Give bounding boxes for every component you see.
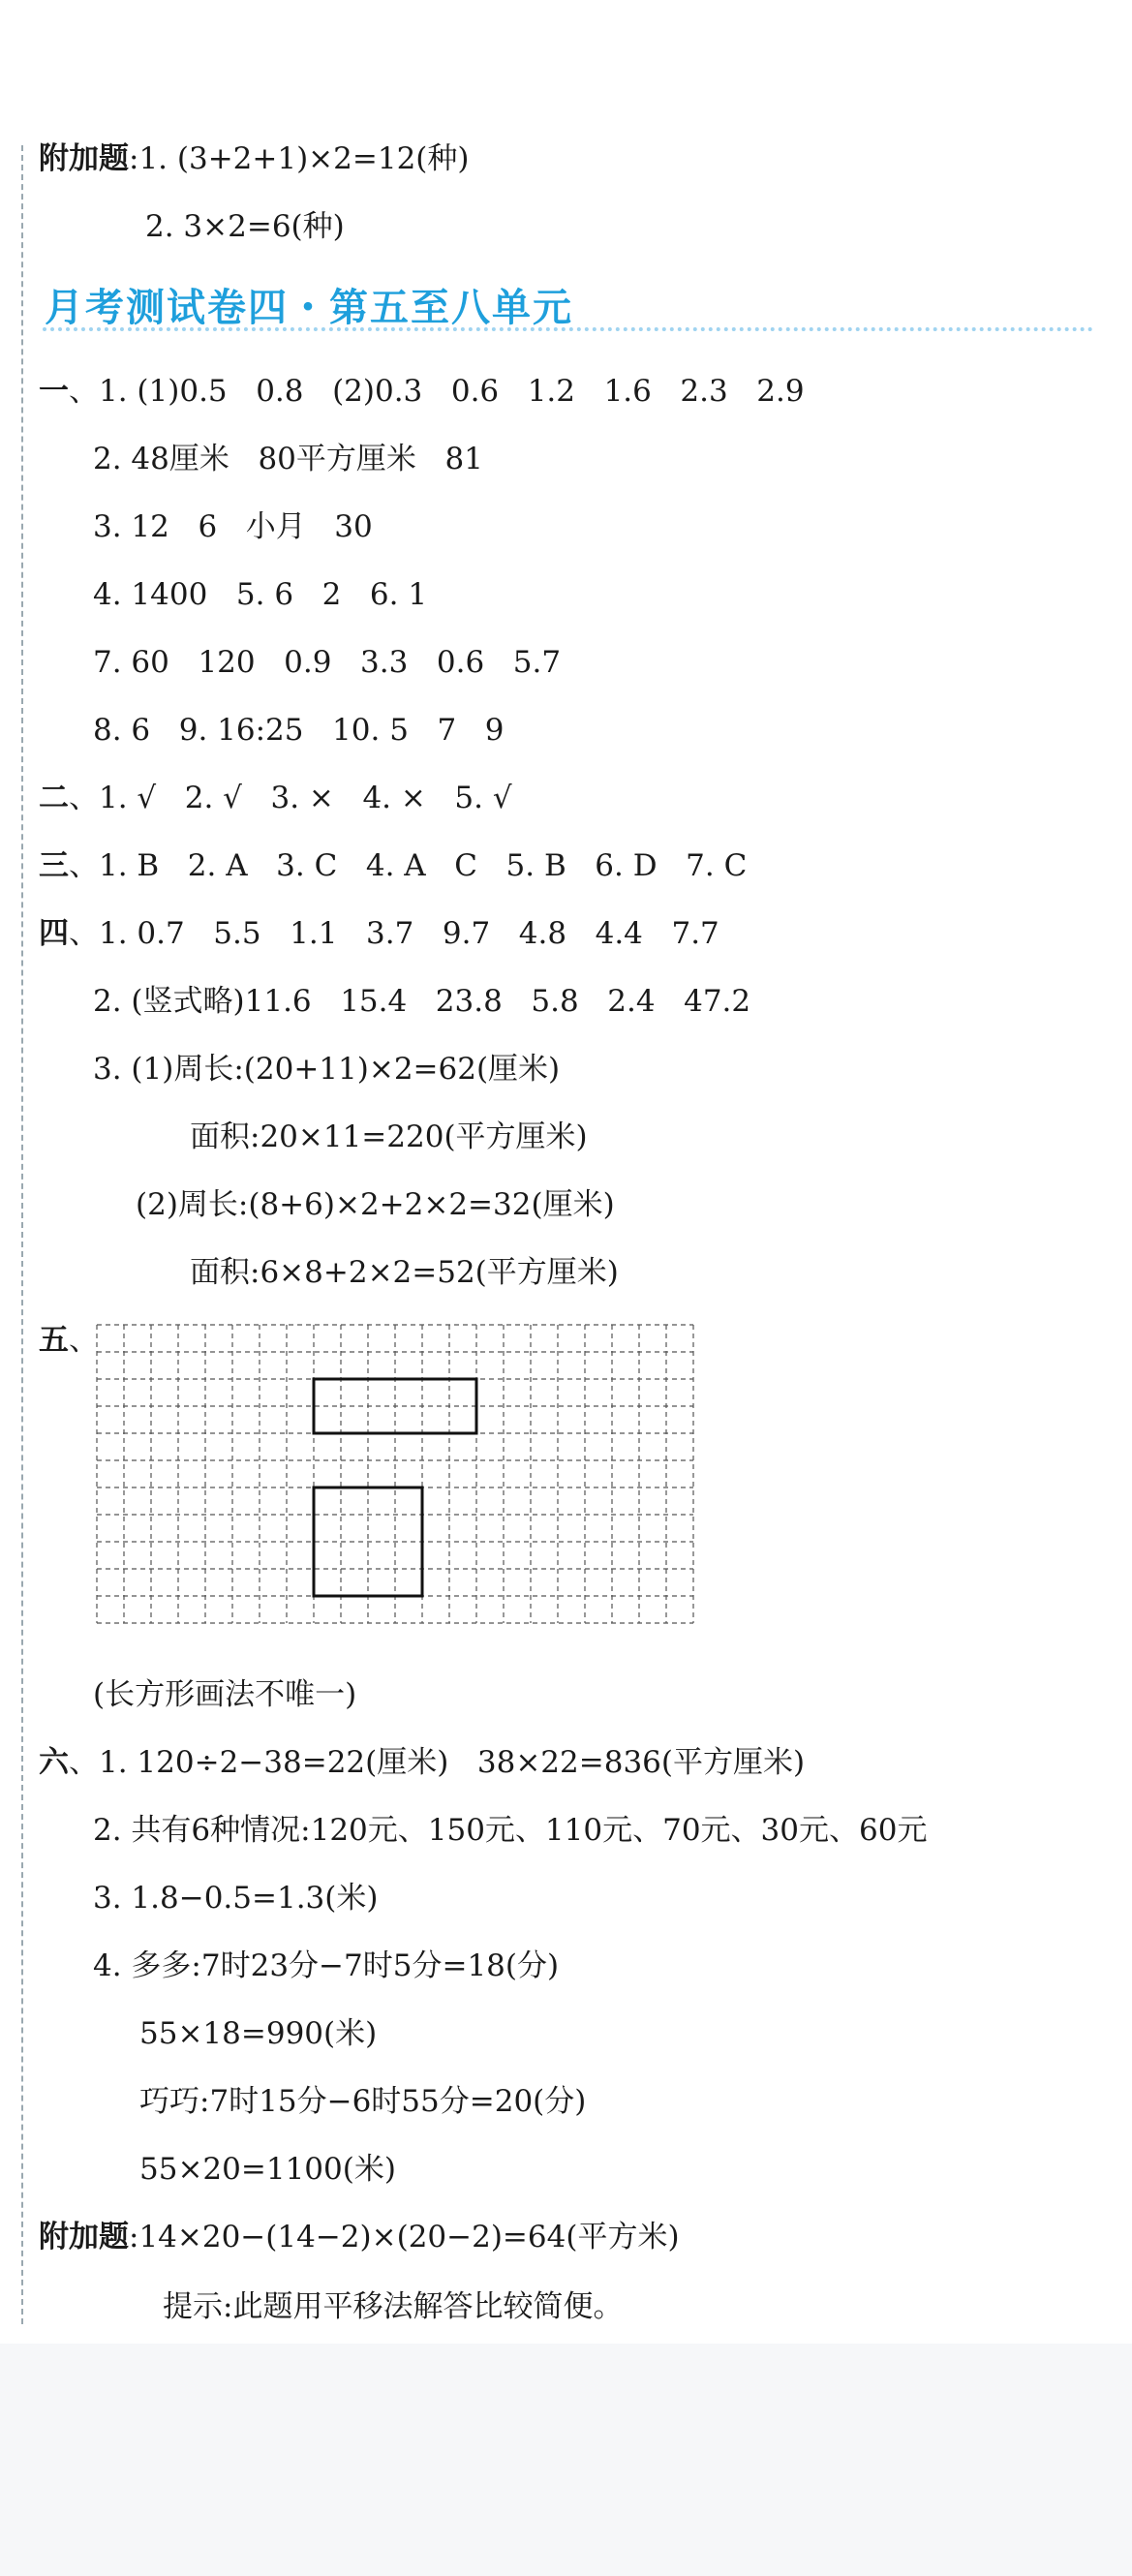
part6-line-2: 2. 共有6种情况:120元、150元、110元、70元、30元、60元: [93, 1813, 928, 1848]
part1-line-6: 8. 6 9. 16:25 10. 5 7 9: [93, 713, 505, 748]
part1-line-5: 7. 60 120 0.9 3.3 0.6 5.7: [93, 645, 562, 680]
part3-line: 三、1. B 2. A 3. C 4. A C 5. B 6. D 7. C: [39, 848, 748, 883]
part1-line-4: 4. 1400 5. 6 2 6. 1: [93, 577, 428, 612]
part1-line-3: 3. 12 6 小月 30: [93, 509, 373, 544]
part6-line-7: 55×20=1100(米): [139, 2152, 396, 2187]
margin-dashed-rule: [21, 145, 23, 2324]
part4-line-6: 面积:6×8+2×2=52(平方厘米): [190, 1255, 619, 1290]
section-title: 月考测试卷四・第五至八单元: [45, 286, 573, 330]
footer-blank-area: [0, 2344, 1132, 2576]
part4-line-5: (2)周长:(8+6)×2+2×2=32(厘米): [136, 1187, 615, 1222]
part6-line-4: 4. 多多:7时23分−7时5分=18(分): [93, 1948, 560, 1983]
square-grid-figure: [93, 1321, 705, 1642]
bottom-appendix-label: 附加题: [39, 2220, 129, 2254]
bottom-appendix-line: 附加题:14×20−(14−2)×(20−2)=64(平方米): [39, 2220, 680, 2254]
part4-line-1: 四、1. 0.7 5.5 1.1 3.7 9.7 4.8 4.4 7.7: [39, 916, 719, 951]
part4-line-4: 面积:20×11=220(平方厘米): [190, 1119, 588, 1154]
part2-line: 二、1. √ 2. √ 3. × 4. × 5. √: [39, 781, 512, 815]
part5-note: (长方形画法不唯一): [93, 1677, 357, 1712]
part6-line-3: 3. 1.8−0.5=1.3(米): [93, 1881, 379, 1916]
title-dotted-rule: [43, 327, 1093, 331]
part1-line-2: 2. 48厘米 80平方厘米 81: [93, 442, 483, 476]
part6-line-6: 巧巧:7时15分−6时55分=20(分): [139, 2084, 587, 2119]
part5-label: 五、: [39, 1323, 99, 1358]
part1-line-1: 一、1. (1)0.5 0.8 (2)0.3 0.6 1.2 1.6 2.3 2.9: [39, 374, 805, 409]
part4-line-3: 3. (1)周长:(20+11)×2=62(厘米): [93, 1052, 561, 1087]
part4-line-2: 2. (竖式略)11.6 15.4 23.8 5.8 2.4 47.2: [93, 984, 751, 1019]
top-appendix-label: 附加题: [39, 141, 129, 176]
part6-line-1: 六、1. 120÷2−38=22(厘米) 38×22=836(平方厘米): [39, 1745, 806, 1780]
bottom-appendix-hint: 提示:此题用平移法解答比较简便。: [163, 2289, 624, 2324]
part6-line-5: 55×18=990(米): [139, 2016, 378, 2051]
top-appendix-line2: 2. 3×2=6(种): [145, 209, 345, 244]
top-appendix-line1: 附加题:1. (3+2+1)×2=12(种): [39, 141, 470, 176]
